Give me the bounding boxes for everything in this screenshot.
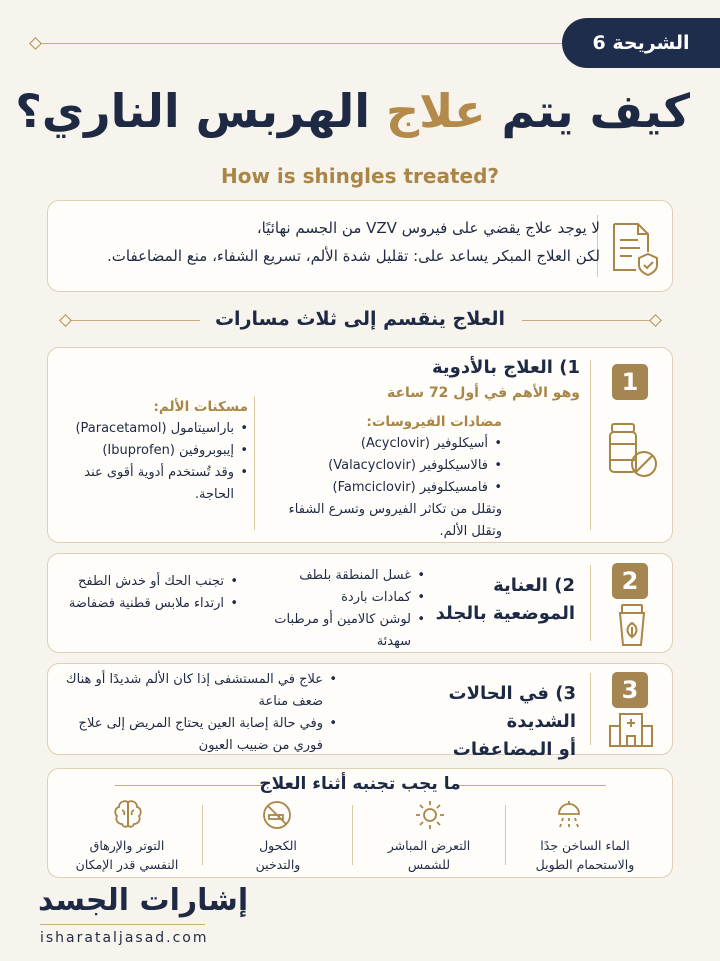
severe-case-item: • وفي حالة إصابة العين يحتاج المريض إلى علاج فوري من ضبيب العيون (62, 713, 337, 757)
track-1-inner-divider (254, 396, 255, 530)
avoid-divider (352, 805, 353, 865)
track-2-divider (590, 565, 591, 641)
no-smoking-icon (262, 800, 292, 834)
severe-case-item: • علاج في المستشفى إذا كان الألم شديدًا أو هناك ضعف مناعة (62, 669, 337, 713)
track-2-title-line-2: الموضعية بالجلد (435, 603, 575, 624)
care-item: • غسل المنطقة بلطف (240, 565, 425, 587)
site-url: isharataljasad.com (40, 930, 209, 946)
page-subtitle: How is shingles treated? (220, 164, 499, 188)
page-title: كيف يتم علاج الهربس الناري؟ (15, 84, 690, 138)
avoid-item-stress (56, 836, 198, 874)
antiviral-item: • فالاسيكلوفير (Valacyclovir) (262, 455, 502, 477)
avoid-divider (505, 805, 506, 865)
hospital-icon (608, 712, 654, 752)
avoid-item-hot-water (510, 836, 660, 874)
avoid-item-line: للشمس (407, 857, 451, 872)
antiviral-item: • فامسيكلوفير (Famciclovir) (262, 477, 502, 499)
shower-icon (555, 800, 585, 834)
intro-text (70, 214, 600, 270)
avoid-item-line: التوتر والإرهاق (89, 838, 165, 853)
avoid-title: ما يجب تجنبه أثناء العلاج (259, 774, 461, 794)
track-2-title-block (430, 572, 575, 628)
antivirals-note: وتقلل من تكاثر الفيروس وتسرع الشفاء وتقلل الألم. (288, 502, 502, 539)
avoid-item-line: الماء الساخن جدًا (540, 838, 630, 853)
painkiller-item: • وقد تُستخدم أدوية أقوى عند الحاجة. (64, 462, 248, 506)
cream-tube-icon (612, 603, 652, 651)
avoid-item-line: التعرض المباشر (387, 838, 471, 853)
intro-line-1: لا يوجد علاج يقضي على فيروس VZV من الجسم نهائيًا، (256, 219, 600, 237)
rule-diamond (29, 37, 42, 50)
avoid-item-line: الكحول (259, 838, 297, 853)
avoid-item-sun (358, 836, 500, 874)
track-3-title-line-2: أو المضاعفات (452, 739, 576, 760)
antiviral-item: • أسيكلوفير (Acyclovir) (262, 433, 502, 455)
sun-icon (415, 800, 445, 834)
care-item: • ارتداء ملابس قطنية فضفاضة (60, 593, 238, 615)
avoid-item-line: والاستحمام الطويل (535, 857, 635, 872)
avoid-item-line: النفسي قدر الإمكان (75, 857, 179, 872)
track-2-title-line-1: 2) العناية (493, 575, 575, 596)
track-3-title-block (380, 680, 576, 764)
tracks-title: العلاج ينقسم إلى ثلاث مسارات (214, 308, 506, 330)
pills-icon (606, 422, 658, 484)
care-item: • تجنب الحك أو خدش الطفح (60, 571, 238, 593)
antivirals-title: مضادات الفيروسات: (366, 414, 502, 430)
track-1-title-block (360, 354, 580, 404)
track-2-column-b (60, 571, 238, 615)
brain-icon (112, 798, 144, 834)
painkiller-item: • إيبوبروفين (Ibuprofen) (64, 440, 248, 462)
painkillers-block (64, 396, 248, 506)
track-1-divider (590, 360, 591, 530)
painkillers-title: مسكنات الألم: (153, 399, 248, 415)
care-item: • لوشن كالامين أو مرطبات سهدئة (240, 609, 425, 653)
avoid-divider (202, 805, 203, 865)
avoid-item-line: والتدخين (255, 857, 301, 872)
top-rule (38, 43, 570, 44)
track-2-column-a (240, 565, 425, 653)
track-1-number: 1 (612, 364, 648, 400)
painkiller-item: • باراسيتامول (Paracetamol) (64, 418, 248, 440)
track-3-divider (590, 673, 591, 745)
avoid-item-alcohol-smoking (208, 836, 348, 874)
intro-line-2: لكن العلاج المبكر يساعد على: تقليل شدة الألم، تسريع الشفاء، منع المضاعفات. (107, 247, 600, 265)
antivirals-block (262, 411, 502, 543)
slide-badge: الشريحة 6 (562, 18, 720, 68)
track-3-title-line-1: 3) في الحالات الشديدة (448, 683, 576, 732)
track-1-title: 1) العلاج بالأدوية (431, 357, 580, 378)
document-shield-icon (608, 220, 660, 280)
track-3-number: 3 (612, 672, 648, 708)
track-1-note: وهو الأهم في أول 72 ساعة (386, 385, 580, 401)
care-item: • كمادات باردة (240, 587, 425, 609)
track-3-items (62, 669, 337, 757)
brand-logo: إشارات الجسد (38, 883, 249, 918)
brand-rule (40, 924, 205, 925)
track-2-number: 2 (612, 563, 648, 599)
